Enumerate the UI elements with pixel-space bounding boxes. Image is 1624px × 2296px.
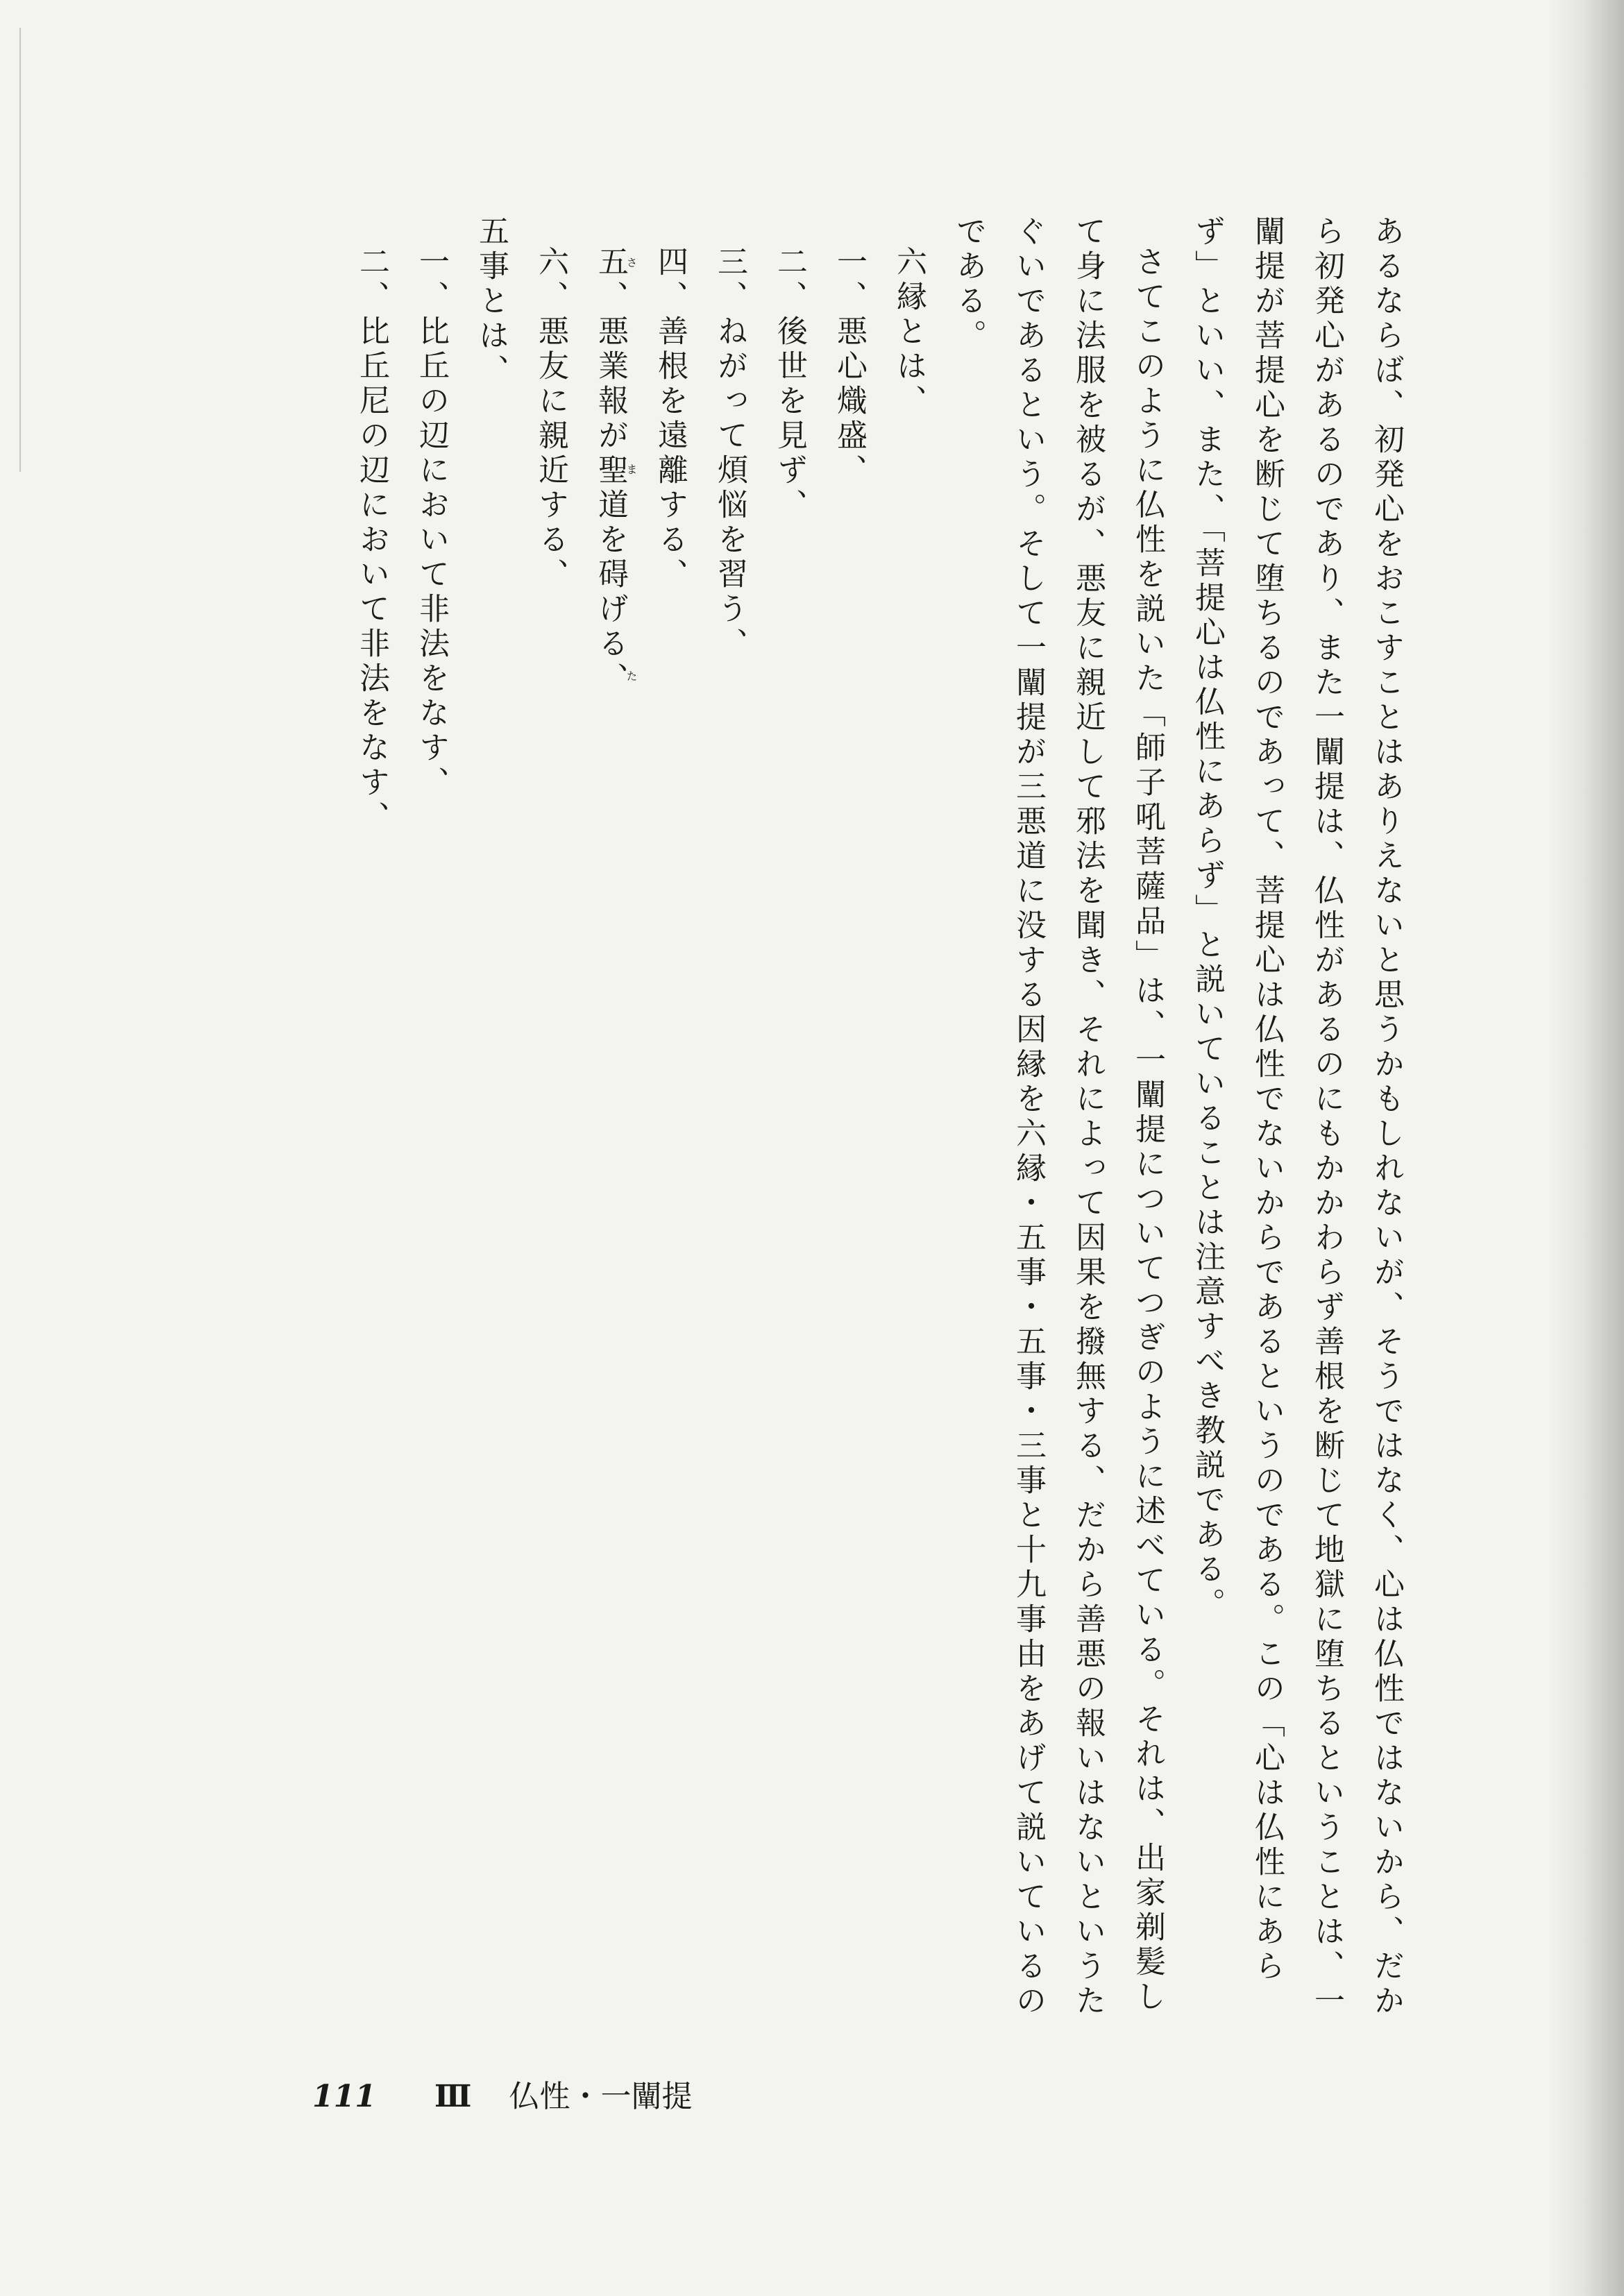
section-title: 仏性・一闡提 [509,2079,693,2114]
page-edge-shadow [1548,0,1624,2296]
text-line: て身に法服を被るが、悪友に親近して邪法を聞き、それによって因果を撥無する、だから善悪の報いはないというた [1070,215,1106,2019]
ruby-text: さまた [625,246,638,697]
page-fold-line [19,28,21,472]
text-line: さてこのように仏性を説いた「師子吼菩薩品」は、一闡提についてつぎのように述べている。それは、出家剃髪し [1130,246,1165,2015]
body-text [341,215,1416,2019]
page-number: 111 [312,2079,376,2114]
text-line: ら初発心があるのであり、また一闡提は、仏性があるのにもかかわらず善根を断じて地獄に堕ちるということは、一 [1309,215,1344,2019]
list-item: 二、比丘尼の辺において非法をなす、 [354,246,389,835]
text-line: ず」といい、また、「菩提心は仏性にあらず」と説いていることは注意すべき教説である。 [1190,215,1225,1622]
list-item: 三、ねがって煩悩を習う、 [712,246,747,662]
page-footer [312,2071,692,2116]
list-item [580,215,640,2019]
list-item: 一、悪心熾盛、 [831,246,867,488]
list-item: 四、善根を遠離する、 [652,246,688,593]
list-item: 一、比丘の辺において非法をなす、 [414,246,449,801]
text-line: ぐいであるという。そして一闡提が三悪道に没する因縁を六縁・五事・五事・三事と十九事由をあげて説いているの [1010,215,1046,2019]
text-line: 闡提が菩提心を断じて堕ちるのであって、菩提心は仏性でないからであるというのである。この「心は仏性にあら [1249,215,1285,1984]
ruby-annotated-item: 五、悪業報が聖道を碍げる、さまた [593,246,638,697]
five-matters-heading: 五事とは、 [473,215,509,389]
six-causes-heading: 六縁とは、 [891,246,927,419]
text-line: である。 [951,215,986,354]
section-number: Ⅲ [434,2079,472,2114]
list-item: 六、悪友に親近する、 [533,246,568,593]
list-item: 二、後世を見ず、 [772,246,807,523]
text-line: あるならば、初発心をおこすことはありえないと思うかもしれないが、そうではなく、心は仏性ではないから、だか [1369,215,1404,2019]
